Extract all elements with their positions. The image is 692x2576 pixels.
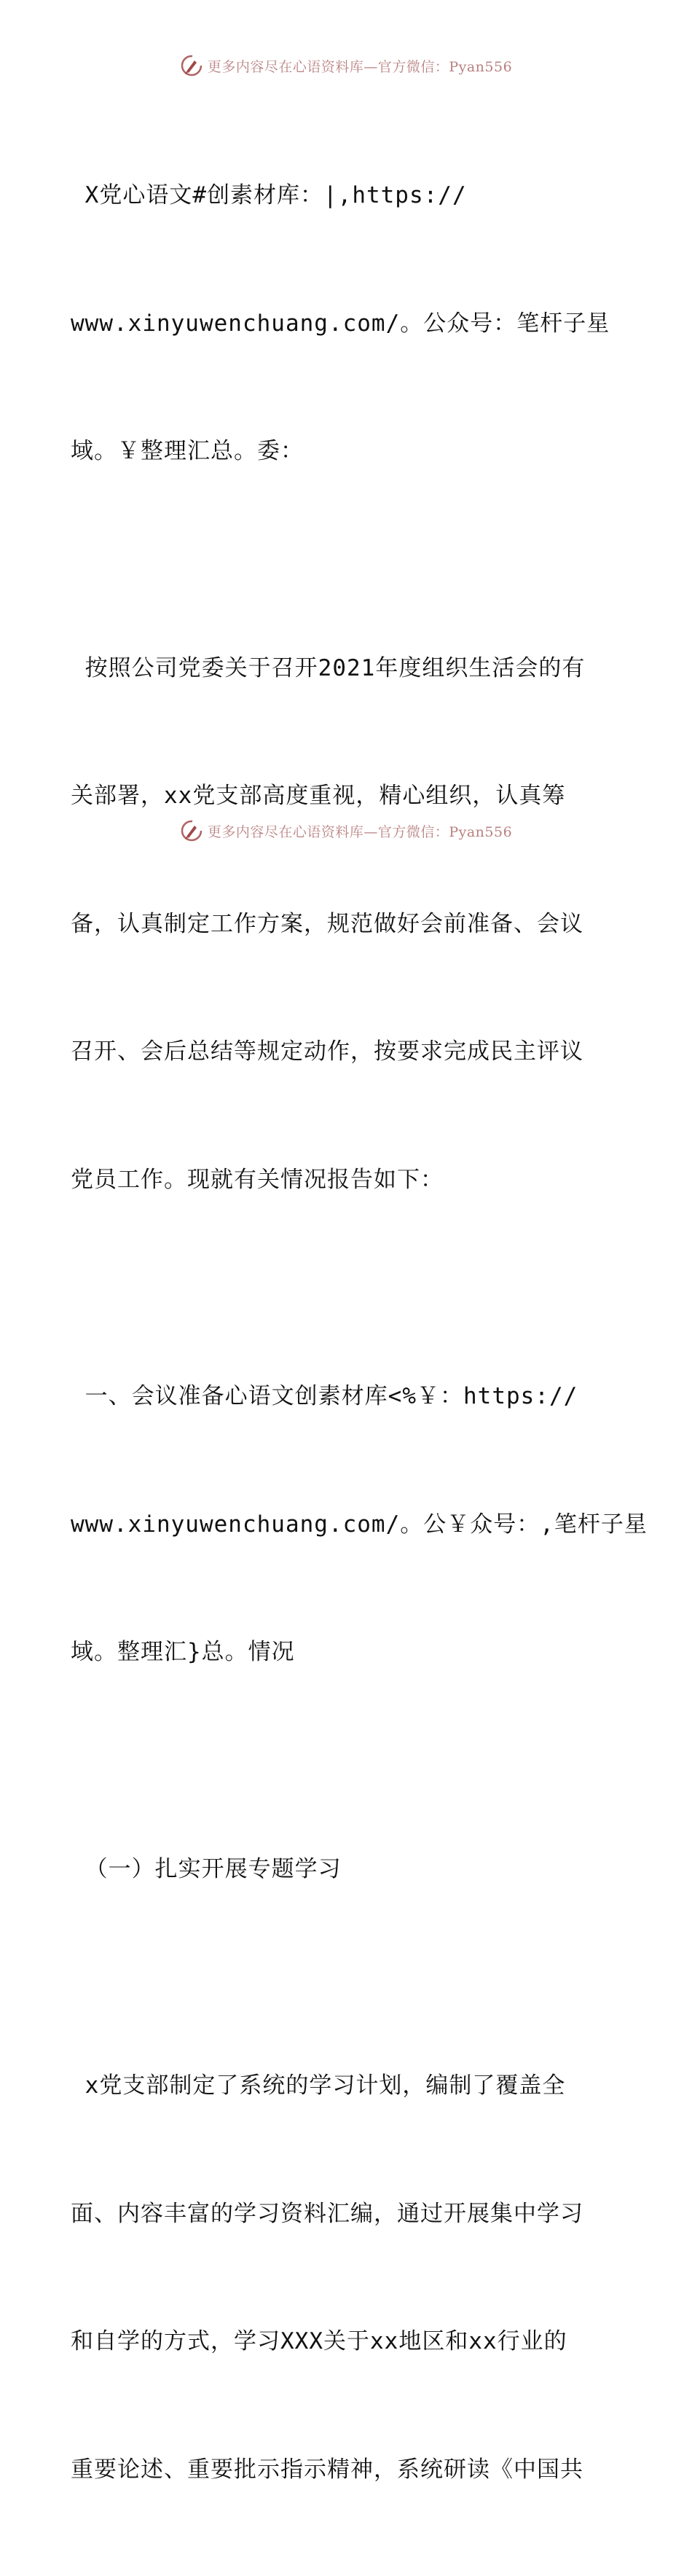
text-line: x党支部制定了系统的学习计划，编制了覆盖全 [71,2072,566,2099]
paragraph-intro [71,89,624,558]
text-line: 和自学的方式，学习XXX关于xx地区和xx行业的 [71,2328,567,2354]
paragraph-study [71,1979,624,2576]
text-line: 按照公司党委关于召开2021年度组织生活会的有 [71,654,586,681]
section-heading-1 [71,1290,648,1759]
banner-text: 更多内容尽在心语资料库—官方微信：Pyan556 [207,823,513,840]
header-banner [0,51,692,80]
text-line: 重要论述、重要批示指示精神，系统研读《中国共 [71,2456,583,2483]
text-line: 一、会议准备心语文创素材库<%￥：https:// [71,1383,578,1409]
fountain-pen-circle-icon [180,54,203,77]
text-line: 备，认真制定工作方案，规范做好会前准备、会议 [71,910,583,937]
fountain-pen-circle-icon [180,819,203,842]
document-body [71,89,648,2576]
paragraph-overview [71,562,624,1287]
text-line: 召开、会后总结等规定动作，按要求完成民主评议 [71,1038,583,1065]
text-line: X党心语文#创素材库：|,https:// [71,182,467,208]
text-line: www.xinyuwenchuang.com/。公众号：笔杆子星 [71,310,610,337]
text-line: 面、内容丰富的学习资料汇编，通过开展集中学习 [71,2200,583,2227]
subsection-heading-1 [71,1763,624,1976]
text-line: www.xinyuwenchuang.com/。公￥众号：,笔杆子星 [71,1511,648,1538]
text-line: （一）扎实开展专题学习 [71,1855,342,1882]
text-line: 域。￥整理汇总。委： [71,438,304,464]
footer-banner [0,816,692,845]
text-line: 关部署，xx党支部高度重视，精心组织，认真筹 [71,783,566,809]
text-line: 域。整理汇}总。情况 [71,1639,295,1665]
banner-text: 更多内容尽在心语资料库—官方微信：Pyan556 [207,58,513,75]
text-line: 党员工作。现就有关情况报告如下： [71,1166,444,1193]
